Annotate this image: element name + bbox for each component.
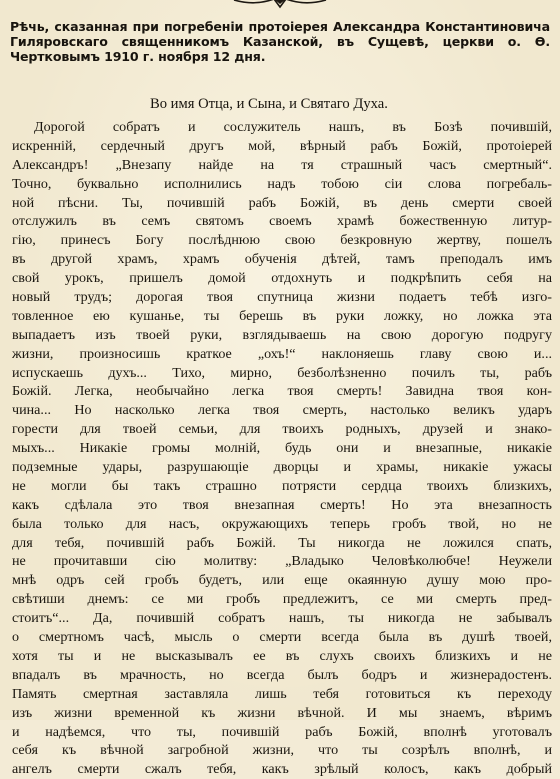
body-line: Дорогой собратъ и сослужитель нашъ, въ Бозѣ почившiй,: [34, 119, 552, 135]
invocation-line: Во имя Отца, и Сына, и Святаго Духа.: [150, 96, 388, 112]
body-line: и надѣемся, что ты, почившiй рабъ Божiй, вполнѣ уготовалъ: [12, 723, 552, 740]
body-line: Память смертная заставляла лишь тебя готовиться къ переходу: [12, 685, 552, 702]
body-line: выпадаетъ изъ твоей руки, взглядываешь на свою дорогую подругу: [12, 326, 552, 343]
body-line: о смертномъ часѣ, мысль о смерти всегда была въ душѣ твоей,: [12, 629, 552, 646]
body-line: для тебя, почившiй рабъ Божiй. Ты никогда не ложился спать,: [12, 534, 552, 551]
body-line: въ другой храмъ, храмъ обученiя дѣтей, тамъ преподалъ имъ: [12, 251, 552, 268]
body-line: чина... Но насколько легка твоя смерть, настолько великъ ударъ: [12, 402, 552, 419]
body-line: искреннiй, сердечный другъ мой, вѣрный рабъ Божiй, протоiерей: [12, 137, 552, 154]
body-line: какъ сдѣлала это твоя внезапная смерть! Но эта внезапность: [12, 496, 552, 513]
body-line: отслужилъ въ семъ святомъ своемъ храмѣ божественную литур-: [12, 213, 552, 230]
body-line: не прочитавши сiю молитву: „Владыко Человѣколюбче! Неужели: [12, 553, 552, 570]
body-line: товленное ею кушанье, ты берешь въ руки ложку, но ложка эта: [12, 307, 552, 324]
body-line: Александръ! „Внезапу найде на тя страшный часъ смертный“.: [12, 156, 552, 173]
body-line: изъ жизни временной къ жизни вѣчной. И мы знаемъ, вѣримъ: [12, 704, 552, 721]
header-ornament: [230, 0, 330, 10]
body-line: жизни, произносишь краткое „охъ!“ наклоняешь главу свою и...: [12, 345, 552, 362]
body-line: ангелъ смерти сжалъ тебя, какъ зрѣлый колосъ, какъ добрый: [12, 761, 552, 778]
body-line: себя къ вѣчной загробной жизни, что ты созрѣлъ вполнѣ, и: [12, 742, 552, 759]
body-line: новый трудъ; дорогая твоя спутница жизни подаетъ тебѣ изго-: [12, 289, 552, 306]
body-line: подземные удары, разрушающiе дворцы и храмы, никакiе ужасы: [12, 459, 552, 476]
body-line: мнѣ одръ сей гробъ будетъ, или еще окаянную душу мою про-: [12, 572, 552, 589]
sermon-heading: Рѣчь, сказанная при погребенiи протоiерея Александра Константиновича Гиляровскаго священникомъ Казанской, въ Сущевѣ, церкви о. Ѳ. Чертковымъ 1910 г. ноября 12 дня.: [10, 19, 550, 64]
body-line: была только для насъ, окружающихъ теперь гробъ твой, но не: [12, 515, 552, 532]
body-line: стоитъ“... Да, почившiй собратъ нашъ, ты никогда не забывалъ: [12, 610, 552, 627]
body-line: хотя ты и не высказывалъ ее въ слухъ своихъ близкихъ и не: [12, 647, 552, 664]
body-line: не могли бы такъ страшно потрясти сердца твоихъ близкихъ,: [12, 477, 552, 494]
body-line: Точно, буквально исполнились надъ тобою сiи слова погребаль-: [12, 175, 552, 192]
body-line: ной пѣсни. Ты, почившiй рабъ Божiй, въ день смерти своей: [12, 194, 552, 211]
body-line: мыхъ... Никакiе громы молнiй, будь они и внезапные, никакiе: [12, 440, 552, 457]
body-line: впадалъ въ мрачность, но всегда былъ бодръ и жизнерадостенъ.: [12, 666, 552, 683]
body-line: свѣтиши днемъ: се ми гробъ предлежитъ, се ми смерть пред-: [12, 591, 552, 608]
body-line: свой урокъ, пришелъ домой отдохнуть и подкрѣпить себя на: [12, 270, 552, 287]
body-line: гiю, принесъ Богу послѣднюю свою безкровную жертву, пошелъ: [12, 232, 552, 249]
body-line: горести для твоей семьи, для твоихъ родныхъ, друзей и знако-: [12, 421, 552, 438]
body-line: испускаешь духъ... Тихо, мирно, безболѣзненно почилъ ты, рабъ: [12, 364, 552, 381]
body-line: Божiй. Легка, необычайно легка твоя смерть! Завидна твоя кон-: [12, 383, 552, 400]
sermon-body: [12, 118, 552, 779]
